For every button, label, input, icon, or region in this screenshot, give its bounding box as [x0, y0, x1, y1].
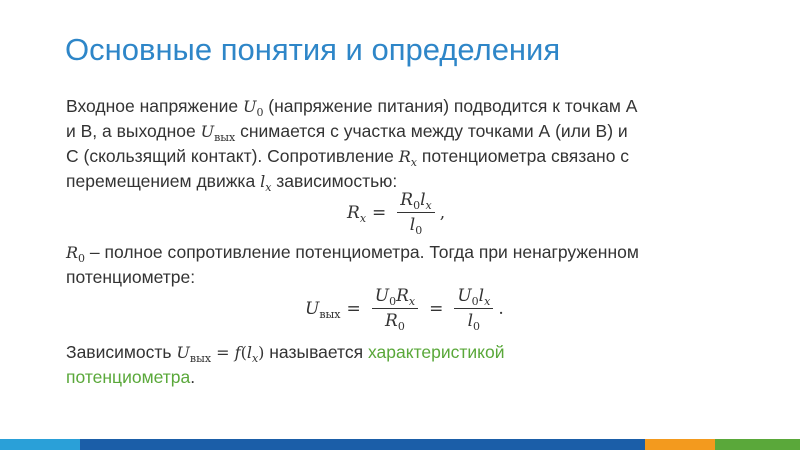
- paragraph-r0: [66, 241, 736, 289]
- period: .: [498, 298, 504, 319]
- footer-segment-1: [0, 439, 80, 450]
- numerator: $U_0l_x$: [454, 286, 493, 309]
- equals-sign: =: [211, 343, 235, 362]
- paragraph-characteristic: [66, 341, 736, 389]
- function-f: $f(l_x)$: [234, 343, 265, 365]
- highlight-term: потенциометра: [66, 367, 191, 387]
- denominator: $l_0$: [467, 311, 481, 333]
- text: .: [190, 367, 196, 387]
- footer-segment-2: [80, 439, 645, 450]
- text: С (скользящий контакт). Сопротивление: [66, 146, 399, 166]
- text: Зависимость: [66, 342, 177, 362]
- page-title: Основные понятия и определения: [65, 32, 561, 67]
- line-7: [66, 341, 736, 366]
- text: – полное сопротивление потенциометра. Тогда при ненагруженном: [85, 242, 639, 262]
- denominator: $l_0$: [409, 215, 423, 237]
- symbol-Rx: $R_x$: [398, 147, 417, 169]
- text: снимается с участка между точками А (или В) и: [235, 121, 628, 141]
- fraction-1: [372, 286, 418, 331]
- line-8: [66, 366, 736, 389]
- symbol-R0: $R_0$: [66, 243, 86, 265]
- numerator: $R_0l_x$: [397, 190, 434, 213]
- formula-lhs: $U_{вых}$: [305, 298, 341, 321]
- formula-output-voltage: [305, 286, 504, 331]
- comma: ,: [439, 202, 446, 223]
- symbol-U0: $U_0$: [242, 97, 264, 119]
- line-1: [66, 95, 736, 120]
- footer-color-bar: [0, 439, 800, 450]
- symbol-Uout: $U_{вых}$: [200, 122, 236, 144]
- denominator: $R_0$: [385, 311, 405, 333]
- text: зависимостью:: [271, 171, 398, 191]
- paragraph-intro: [66, 95, 736, 195]
- symbol-Uout: $U_{вых}$: [176, 343, 212, 365]
- text: перемещением движка: [66, 171, 261, 191]
- equals-sign: =: [372, 202, 387, 223]
- symbol-lx: $l_x$: [260, 172, 272, 194]
- formula-resistance: [347, 190, 445, 235]
- formula-lhs: $R_x$: [347, 202, 367, 225]
- text: и В, а выходное: [66, 121, 201, 141]
- numerator: $U_0R_x$: [372, 286, 418, 309]
- equals-sign: =: [429, 298, 444, 319]
- text: называется: [264, 342, 368, 362]
- text: потенциометре:: [66, 267, 196, 287]
- fraction: [397, 190, 434, 235]
- line-3: [66, 145, 736, 170]
- line-2: [66, 120, 736, 145]
- footer-segment-4: [715, 439, 800, 450]
- equals-sign: =: [346, 298, 361, 319]
- text: потенциометра связано с: [417, 146, 630, 166]
- text: (напряжение питания) подводится к точкам А: [263, 96, 638, 116]
- highlight-term: характеристикой: [367, 342, 505, 362]
- footer-segment-3: [645, 439, 715, 450]
- text: Входное напряжение: [66, 96, 243, 116]
- line-5: [66, 241, 736, 266]
- fraction-2: [454, 286, 493, 331]
